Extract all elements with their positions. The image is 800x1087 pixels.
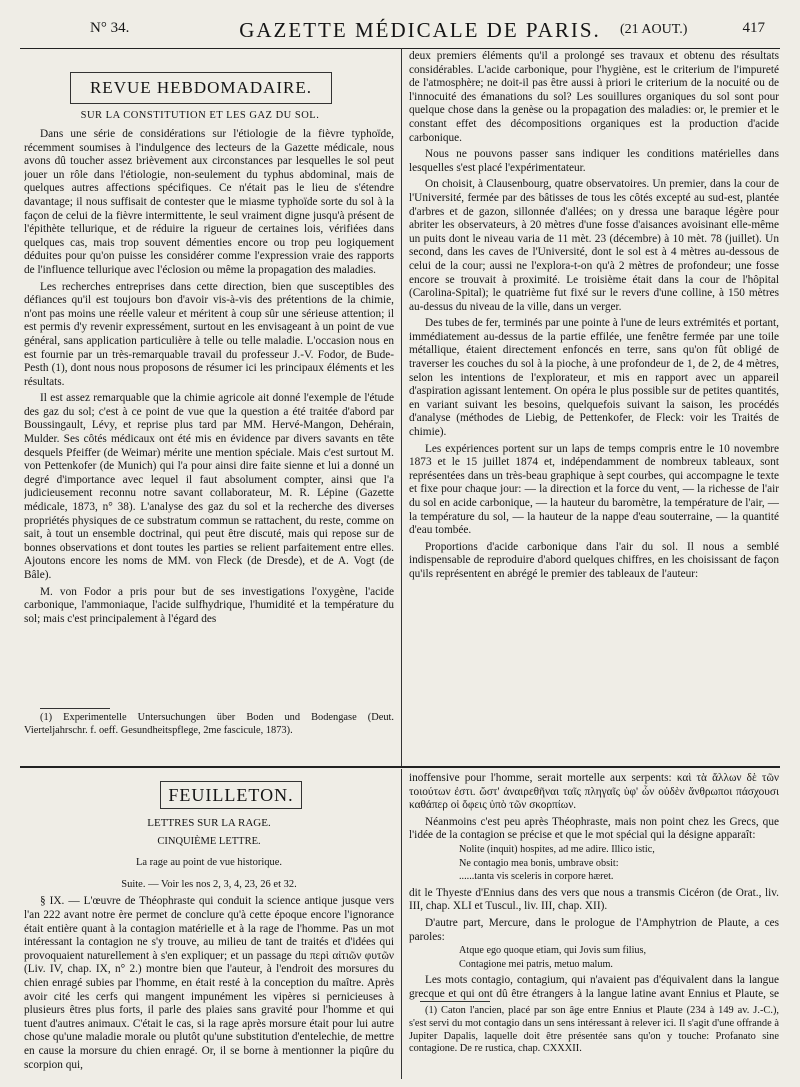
right-paragraph: Des tubes de fer, terminés par une pointe à l'une de leurs extrémités et portant, immédiatement au-dessus de la partie effilée, une fenêtre fermée par une toile métallique, étaient directement enfoncés en terre, sans qu'on fût obligé de traverser les couches du sol à la pioche, à une profondeur de 1, de 2, de 4 mètres, selon les intentions de l'explorateur, et mis en rapport avec un appareil d'aspiration agissant lentement. On opéra le plus possible sur de petites quantités, en variant suivant les besoins, quelquefois suivant la saison, les procédés d'analyse (méthodes de Liebig, de Pettenkofer, de Fleck: voir les Traités de chimie). [409, 317, 779, 439]
issue-date: (21 AOUT.) [620, 22, 688, 37]
page-number: 417 [742, 20, 765, 36]
right-paragraph: Les expériences portent sur un laps de temps compris entre le 10 novembre 1873 et le 15 juillet 1874 et, indépendamment de nombreux tableaux, sont représentées dans un très-beau graphique à sept courbes, qui accompagne le texte et fixe pour chaque jour: — la direction et la force du vent, — la richesse de l'air du sol en acide carbonique, — la hauteur du baromètre, la température de l'air, — la température du sol, — la hauteur de la nappe d'eau souterraine, — la quantité d'eau tombée. [409, 442, 779, 537]
column-divider [401, 48, 402, 766]
revue-subheading: SUR LA CONSTITUTION ET LES GAZ DU SOL. [80, 110, 320, 121]
feuilleton-suite: Suite. — Voir les nos 2, 3, 4, 23, 26 et 32. [121, 878, 297, 890]
feuilleton-separator [20, 766, 780, 768]
revue-paragraph: Dans une série de considérations sur l'étiologie de la fièvre typhoïde, récemment soumises à l'indulgence des lecteurs de la Gazette médicale, nous avons dû toucher assez brièvement aux circonstances par lesquelles le sol peut jouer un rôle dans l'étiologie, non-seulement du typhus abdominal, mais de quelques autres affections spécifiques. Ce n'était pas le lieu de s'étendre davantage; il nous suffisait de contester que le miasme typhoïde sorte du sol à la façon de celui de la fièvre intermittente, le seul vraiment digne jusqu'à présent de l'épithète tellurique, et de réduire la rigueur de certaines lois, vérifiées dans quelques cas, mais trop souvent démenties encore ou trop peu logiquement déduites pour qu'on puisse les considérer comme l'expression vraie des rapports de l'influence tellurique avec l'éclosion ou même la propagation des maladies. [24, 128, 394, 276]
issue-number: N° 34. [90, 20, 130, 36]
footnote-rule [40, 708, 110, 709]
quote-line: Nolite (inquit) hospites, ad me adire. Illico istic, [459, 843, 655, 855]
quote-line: Contagione mei patris, metuo malum. [459, 958, 613, 970]
masthead [20, 18, 780, 49]
revue-continuation [409, 50, 779, 762]
right-paragraph: deux premiers éléments qu'il a prolongé ses travaux et obtenu des résultats considérables. L'acide carbonique, pour l'hygiène, est le criterium de l'impureté de l'atmosphère; ne doit-il pas être aussi à priori le criterium de la nocuité ou de l'innocuité des émanations du sol? Les souillures organiques du sol sont pour quelque chose dans la genèse ou la propagation des maladies: or, le premier et le constant effet des décompositions organiques est la production d'acide carbonique. [409, 50, 779, 144]
feuilleton-letter: CINQUIÈME LETTRE. [157, 835, 261, 847]
feuilleton-paragraph: Néanmoins c'est peu après Théophraste, mais non point chez les Grecs, que l'idée de la contagion se précise et que le mot spécial qui la désigne apparaît: [409, 815, 779, 842]
feuilleton-continuation [409, 772, 779, 1000]
revue-paragraph: M. von Fodor a pris pour but de ses investigations l'oxygène, l'acide carbonique, l'ammoniaque, l'acide sulfhydrique, l'humidité et la température du sol; mais c'est principalement à l'égard des [24, 585, 394, 625]
feuilleton-paragraph: § IX. — L'œuvre de Théophraste qui conduit la science antique jusque vers l'an 222 avant notre ère permet de conclure qu'à cette époque encore l'ignorance était entière quant à la contagion matérielle et à la rage de l'homme. Pas un mot intéressant la contagion ne s'y trouve, au milieu de tant de traités et d'idées qui provoquaient naturellement à s'en expliquer; et un passage du περὶ αἰτιῶν φυτῶν (Liv. IV, chap. IX, n° 2.) montre bien que l'auteur, à l'endroit des morsures du chien enragé subies par l'homme, en était resté à la conception du maître. Après avoir cité les cerfs qui mangent impunément les vipères si pernicieuses à plusieurs êtres plus forts, il parle des plaies sans gravité pour l'homme et qui tuent d'autres animaux. C'était le cas, si la rage après morsure était pour lui autre chose qu'une maladie morale ou plutôt qu'une substitution d'entelechie, de mettre en cause la morsure du chien enragé. Or, il se borne à mentionner la piqûre du scorpion qui, [24, 895, 394, 1071]
feuilleton-heading-box [160, 781, 302, 809]
feuilleton-paragraph: dit le Thyeste d'Ennius dans des vers que nous a transmis Cicéron (de Orat., liv. III, chap. XLI et Tuscul., liv. III, chap. XII). [409, 886, 779, 913]
quote-line: Ne contagio mea bonis, umbrave obsit: [459, 857, 619, 869]
feuilleton-title: LETTRES SUR LA RAGE. [147, 817, 271, 829]
quote-line: Atque ego quoque etiam, qui Jovis sum filius, [459, 945, 647, 957]
feuilleton-column-divider [401, 769, 402, 1079]
revue-paragraph: Il est assez remarquable que la chimie agricole ait donné l'exemple de l'étude des gaz du sol; c'est à ce point de vue que la question a été traitée d'abord par Boussingault, Lévy, et reprise plus tard par MM. Hervé-Mangon, Dehérain, Mulder. Ses côtés médicaux ont été mis en évidence par divers savants en tête desquels Pfeiffer (de Weimar) mérite une mention spéciale. Mais c'est surtout M. von Pettenkofer (de Munich) qui l'a pour ainsi dire faite sienne et lui a donné un degré d'importance avec lequel il faut absolument compter, ainsi que l'a judicieusement reconnu notre savant collaborateur, M. R. Lépine (Gazette médicale, 1873, n° 38). L'analyse des gaz du sol et la recherche des diverses propriétés physiques de ce substratum commun se rattachent, du reste, comme on sait, à tout un ensemble doctrinal, qui peut être discuté, mais qui repose sur de bonnes observations et dont toutes les parties se relient parfaitement entre elles. Ajoutons encore les noms de MM. von Fleck (de Dresde), et de A. Vogt (de Bâle). [24, 392, 394, 581]
revue-body [24, 128, 394, 706]
feuilleton-greek-passage: inoffensive pour l'homme, serait mortelle aux serpents: καὶ τὰ ἄλλων δὲ τῶν τοιούτων ἐστι. ὥστ' ἀναιρεθῆναι ταῖς πληγαῖς ὑφ' ὧν οὐδὲν ἄνθρωποι πάσχουσι καθάπερ οἱ ὄφεις ὑπὸ τῶν σκορπίων. [409, 772, 779, 812]
feuilleton-footnote-block [409, 1005, 779, 1079]
footnote-rule [420, 1001, 490, 1002]
feuilleton-paragraph: Les mots contagio, contagium, qui n'avaient pas d'équivalent dans la langue grecque et qui ont dû être étrangers à la langue latine avant Ennius et Plaute, se [409, 974, 779, 1000]
feuilleton-subtitle: La rage au point de vue historique. [135, 857, 283, 869]
right-paragraph: Nous ne pouvons passer sans indiquer les conditions matérielles dans lesquelles s'est placé l'expérimentateur. [409, 148, 779, 174]
right-paragraph: Proportions d'acide carbonique dans l'air du sol. Il nous a semblé indispensable de reproduire d'abord quelques chiffres, en les choisissant de façon qu'ils représentent en abrégé le premier des tableaux de l'auteur: [409, 540, 779, 580]
right-paragraph: On choisit, à Clausenbourg, quatre observatoires. Un premier, dans la cour de l'Université, fermée par des bâtisses de tous les côtés excepté au sud-est, plantée d'arbres et de gazon, sillonnée d'allées; on y dressa une baraque légère pour abriter les observateurs, à 20 mètres d'une fosse d'aisances avoisinant elle-même un puits dont le niveau varia de 11 mèt. 23 (décembre) à 10 mèt. 78 (juillet). Un second, dans les caves de l'Université, dont le sol est à 4 mètres au-dessous de celui de la cour; aussi ne l'explora-t-on qu'à 2 mètres de profondeur; une fosse encore se trouvait à proximité. Le troisième était dans la cour de l'hôpital (Carolina-Spital); le quatrième fut fixé sur le revers d'une colline, à 150 mètres au-dessus du niveau de la ville, dans un verger. [409, 178, 779, 313]
feuilleton-paragraph: D'autre part, Mercure, dans le prologue de l'Amphytrion de Plaute, a ces paroles: [409, 916, 779, 943]
quote-line: ......tanta vis sceleris in corpore hæret. [459, 871, 614, 883]
revue-heading: REVUE HEBDOMADAIRE. [89, 78, 313, 97]
newspaper-title: GAZETTE MÉDICALE DE PARIS. [239, 18, 601, 42]
revue-heading-box [70, 72, 332, 104]
revue-paragraph: Les recherches entreprises dans cette direction, bien que susceptibles des défiances qu'il est toujours bon d'avoir vis-à-vis des prétentions de la chimie, n'ont pas moins une réelle valeur et méritent à coup sûr une sérieuse attention; il est permis d'y revenir expressément, surtout en les envisageant à un point de vue général, sans application particulière à telle ou telle maladie. L'occasion nous en est fournie par un très-remarquable travail du professeur J.-V. Fodor, de Bude-Pesth (1), dont nous nous proposons de résumer ici les principaux éléments et les résultats. [24, 280, 394, 388]
revue-footnote-block [24, 712, 394, 762]
feuilleton-footnote: (1) Caton l'ancien, placé par son âge entre Ennius et Plaute (234 à 149 av. J.-C.), s'est servi du mot contagio dans un sens intéressant à relever ici. Il s'agit d'une offrande à Jupiter Dapalis, laquelle doit être présentée sans qu'on y touche: Profanato sine contagione. De re rustica, chap. CXXXII. [409, 1005, 779, 1055]
feuilleton-body [24, 815, 394, 1077]
feuilleton-heading: FEUILLETON. [168, 785, 294, 805]
revue-footnote: (1) Experimentelle Untersuchungen über Boden und Bodengase (Deut. Vierteljahrschr. f. oeff. Gesundheitspflege, 2me fascicule, 1873). [24, 712, 394, 736]
